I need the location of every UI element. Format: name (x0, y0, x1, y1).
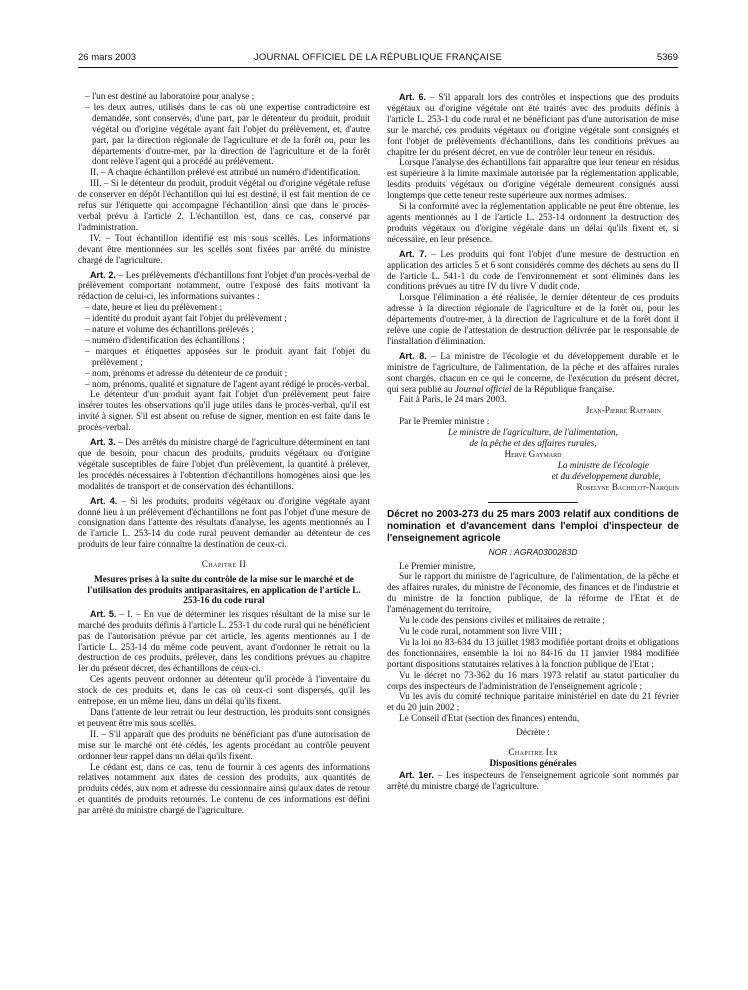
separator-rule (488, 502, 578, 503)
article-text: – La ministre de l'écologie et du développement durable et le ministre de l'agriculture, de l'alimentation, de la pêche et des affaires rurales sont chargés, chacun en ce qui le concerne, de l'exécution du présent décret, qui sera publié au (387, 351, 679, 395)
list-item: – l'un est destiné au laboratoire pour analyse ; (85, 92, 255, 102)
list-item: – nature et volume des échantillons prélevés ; (85, 325, 254, 336)
paragraph: Vu le code des pensions civiles et militaires de retraite ; (399, 616, 605, 627)
article-6 (387, 92, 679, 158)
minister-title: La ministre de l'écologie (557, 460, 649, 471)
minister-title: de la pêche et des affaires rurales, (469, 439, 597, 450)
chapter-heading: Chapitre II (201, 560, 247, 571)
article-label: Art. 7. (399, 248, 427, 259)
paragraph: IV. – Tout échantillon identifié est mis sous scellés. Les informations devant être mentionnées sur les scellés sont fixées par arrêté du ministre chargé de l'agriculture. (78, 233, 370, 266)
article-label: Art. 2. (90, 269, 116, 280)
paragraph: Le cédant est, dans ce cas, tenu de fournir à ces agents des informations relatives notamment aux dates de cession des produits, aux quantités de produits cédés, aux nom et adresse du cessionnaire ainsi qu'aux dates de retour et quantités de produits retournés. Le contenu de ces informations est défini par arrêté du ministre chargé de l'agriculture. (78, 762, 370, 817)
signatory-name: Hervé Gaymard (504, 450, 562, 460)
article-label: Art. 6. (399, 92, 427, 102)
chapter-title: Mesures prises à la suite du contrôle de la mise sur le marché et de l'utilisation des produits antiparasitaires, en application de l'article L. 253-16 du code rural (87, 574, 361, 606)
paragraph: Vu le code rural, notamment son livre VIII ; (399, 626, 562, 637)
article-5 (78, 609, 370, 675)
minister-title: et du développement durable, (551, 471, 661, 482)
page-header (78, 52, 678, 66)
right-column (387, 92, 679, 793)
article-text: – Les prélèvements d'échantillons font l'objet d'un procès-verbal de prélèvement comportant notamment, outre l'exposé des faits motivant la rédaction de celui-ci, les informations suivantes : (78, 270, 370, 303)
signature-date: Fait à Paris, le 24 mars 2003. (399, 395, 507, 406)
article-text: – Des arrêtés du ministre chargé de l'agriculture déterminent en tant que de besoin, pour chacun des produits, produits végétaux ou d'origine végétale susceptibles de faire l'objet d'un prélèvement, la quantité à prélever, les procédés nécessaires à l'obtention d'échantillons homogènes ainsi que les modalités de transport et de conservation des échantillons. (78, 438, 370, 492)
article-4 (78, 496, 370, 552)
list-item: – numéro d'identification des échantillons ; (85, 335, 245, 346)
list-item: – nom, prénoms et adresse du détenteur de ce produit ; (85, 368, 288, 379)
chapter-title: Dispositions générales (489, 758, 577, 769)
paragraph: II. – A chaque échantillon prélevé est attribué un numéro d'identification. (90, 168, 361, 179)
article-2 (78, 270, 370, 304)
paragraph: Vu la loi no 83-634 du 13 juillet 1983 modifiée portant droits et obligations des fonctionnaires, ensemble la loi no 84-16 du 11 janvier 1984 modifiée portant dispositions statutaires relatives à la fonction publique de l'Etat ; (387, 637, 679, 670)
paragraph: Le Premier ministre, (399, 561, 476, 572)
article-1 (387, 770, 679, 793)
paragraph: Lorsque l'élimination a été réalisée, le dernier détenteur de ces produits adresse à la direction régionale de l'agriculture et de la forêt ou, pour les départements d'outre-mer, à la direction de l'agriculture et de la forêt dont il relève une copie de l'attestation de destruction délivrée par le responsable de l'installation d'élimination. (387, 293, 679, 347)
article-text: – I. – En vue de déterminer les risques résultant de la mise sur le marché des produits définis à l'article L. 253-1 du code rural qui ne bénéficient pas de l'autorisation prévue par cet article, les agents mentionnés au I de l'article L. 253-14 du même code peuvent, avant d'ordonner le retrait ou la destruction de ces produits, prélever, dans les conditions prévues au chapitre Ier du présent décret, des échantillons de ceux-ci. (78, 609, 370, 675)
header-rule (78, 67, 678, 68)
signatory-name: Roselyne Bachelot-Narquin (576, 482, 679, 493)
article-text: – S'il apparaît lors des contrôles et inspections que des produits végétaux ou d'origine végétale ont été traités avec des produits définis à l'article L. 253-1 du code rural et ne bénéficiant pas d'une autorisation de mise sur le marché, ces produits végétaux ou d'origine végétale sont consignés et font l'objet de prélèvements d'échantillons, dans les conditions prévues au chapitre Ier du présent décret, en vue de contrôler leur teneur en résidus. (387, 93, 679, 158)
article-label: Art. 3. (90, 437, 116, 448)
decree-title: Décret no 2003-273 du 25 mars 2003 relatif aux conditions de nomination et d'avancement dans l'emploi d'inspecteur de l'enseignement agricole (387, 508, 679, 544)
paragraph: Le Conseil d'Etat (section des finances) entendu, (399, 714, 580, 725)
paragraph: Lorsque l'analyse des échantillons fait apparaître que leur teneur en résidus est supérieure à la limite maximale autorisée par la réglementation applicable, lesdits produits végétaux ou d'origine végétale demeurent consignés aussi longtemps que cette teneur reste supérieure aux normes admises. (387, 158, 679, 202)
decrees-label: Décrète : (516, 728, 550, 739)
list-item: – marques et étiquettes apposées sur le produit ayant fait l'objet du prélèvement ; (85, 346, 370, 368)
header-date: 26 mars 2003 (78, 52, 137, 63)
paragraph: Vu les avis du comité technique paritaire ministériel en date du 21 février et du 20 juin 2002 ; (387, 692, 679, 714)
article-label: Art. 8. (399, 350, 427, 361)
list-item: – identité du produit ayant fait l'objet du prélèvement ; (85, 314, 287, 325)
list-item: – les deux autres, utilisés dans le cas où une expertise contradictoire est demandée, sont conservés, d'une part, par le détenteur du produit, produit végétal ou d'origine végétale ayant fait l'objet du prélèvement, et, d'autre part, par la direction régionale de l'agriculture et de la forêt ou, pour les départements d'outre-mer, par la direction de l'agriculture et de la forêt dont relève l'agent qui a procédé au prélèvement. (85, 102, 370, 168)
article-3 (78, 437, 370, 493)
list-item: – nom, prénoms, qualité et signature de l'agent ayant rédigé le procès-verbal. (85, 379, 370, 390)
article-7 (387, 249, 679, 294)
paragraph: Dans l'attente de leur retrait ou leur destruction, les produits sont consignés et peuvent être mis sous scellés. (78, 708, 370, 729)
chapter-heading: Chapitre Ier (508, 748, 558, 759)
paragraph: III. – Si le détenteur du produit, produit végétal ou d'origine végétale refuse de conserver en dépôt l'échantillon qui lui est destiné, il est fait mention de ce refus sur l'étiquette qui accompagne l'échantillon ainsi que dans le procès-verbal prévu à l'article 2. L'échantillon est, dans ce cas, conservé par l'administration. (78, 179, 370, 233)
left-column (78, 92, 370, 817)
list-item: – date, heure et lieu du prélèvement ; (85, 303, 223, 314)
by-prime-minister: Par le Premier ministre : (399, 417, 490, 428)
article-text: – Les inspecteurs de l'enseignement agricole sont nommés par arrêté du ministre chargé de l'agriculture. (387, 770, 679, 792)
article-label: Art. 1er. (399, 769, 434, 780)
article-text: de la République française. (511, 384, 615, 395)
paragraph: Ces agents peuvent ordonner au détenteur qu'il procède à l'inventaire du stock de ces produits et, dans le cas où ceux-ci sont dispersés, qu'il les entrepose, en un même lieu, dans un délai qu'ils fixent. (78, 675, 370, 708)
header-journal-title: JOURNAL OFFICIEL DE LA RÉPUBLIQUE FRANÇAISE (253, 52, 503, 63)
minister-title: Le ministre de l'agriculture, de l'alimentation, (447, 428, 618, 439)
paragraph: Sur le rapport du ministre de l'agriculture, de l'alimentation, de la pêche et des affaires rurales, du ministre de l'économie, des finances et de l'industrie et du ministre de la fonction publique, de la réforme de l'Etat et de l'aménagement du territoire, (387, 572, 679, 616)
journal-name: Journal officiel (454, 384, 512, 395)
paragraph: Si la conformité avec la réglementation applicable ne peut être obtenue, les agents mentionnés au I de l'article L. 253-14 ordonnent la destruction des produits végétaux ou d'origine végétale dans un délai qu'ils fixent et, si nécessaire, en leur présence. (387, 202, 679, 245)
article-text: – Si les produits, produits végétaux ou d'origine végétale ayant donné lieu à un prélèvement d'échantillons ne font pas l'objet d'une mesure de consignation dans l'attente des résultats d'analyse, les agents mentionnés au I de l'article L. 253-14 du code rural peuvent demander au détenteur de ces produits de leur faire connaître la destination de ceux-ci. (78, 496, 370, 551)
paragraph: Le détenteur d'un produit ayant fait l'objet d'un prélèvement peut faire insérer toutes les observations qu'il juge utiles dans le procès-verbal, qu'il est invité à signer. S'il est absent ou refuse de signer, mention en est faite dans le procès-verbal. (78, 390, 370, 434)
article-label: Art. 4. (90, 495, 118, 506)
header-page-number: 5369 (656, 52, 678, 63)
signatory-name: Jean-Pierre Raffarin (585, 406, 661, 417)
article-8 (387, 351, 679, 396)
nor-reference: NOR : AGRA0300283D (488, 546, 578, 557)
paragraph: II. – S'il apparaît que des produits ne bénéficiant pas d'une autorisation de mise sur le marché ont été cédés, les agents procédant au contrôle peuvent ordonner leur rappel dans un délai qu'ils fixent. (78, 729, 370, 762)
article-text: – Les produits qui font l'objet d'une mesure de destruction en application des articles 5 et 6 sont considérés comme des déchets au sens du II de l'article L. 541-1 du code de l'environnement et sont éliminés dans les conditions prévues au titre IV du livre V dudit code. (387, 249, 679, 293)
paragraph: Vu le décret no 73-362 du 16 mars 1973 relatif au statut particulier du corps des inspecteurs de l'administration de l'enseignement agricole ; (387, 670, 679, 692)
article-label: Art. 5. (90, 608, 117, 619)
